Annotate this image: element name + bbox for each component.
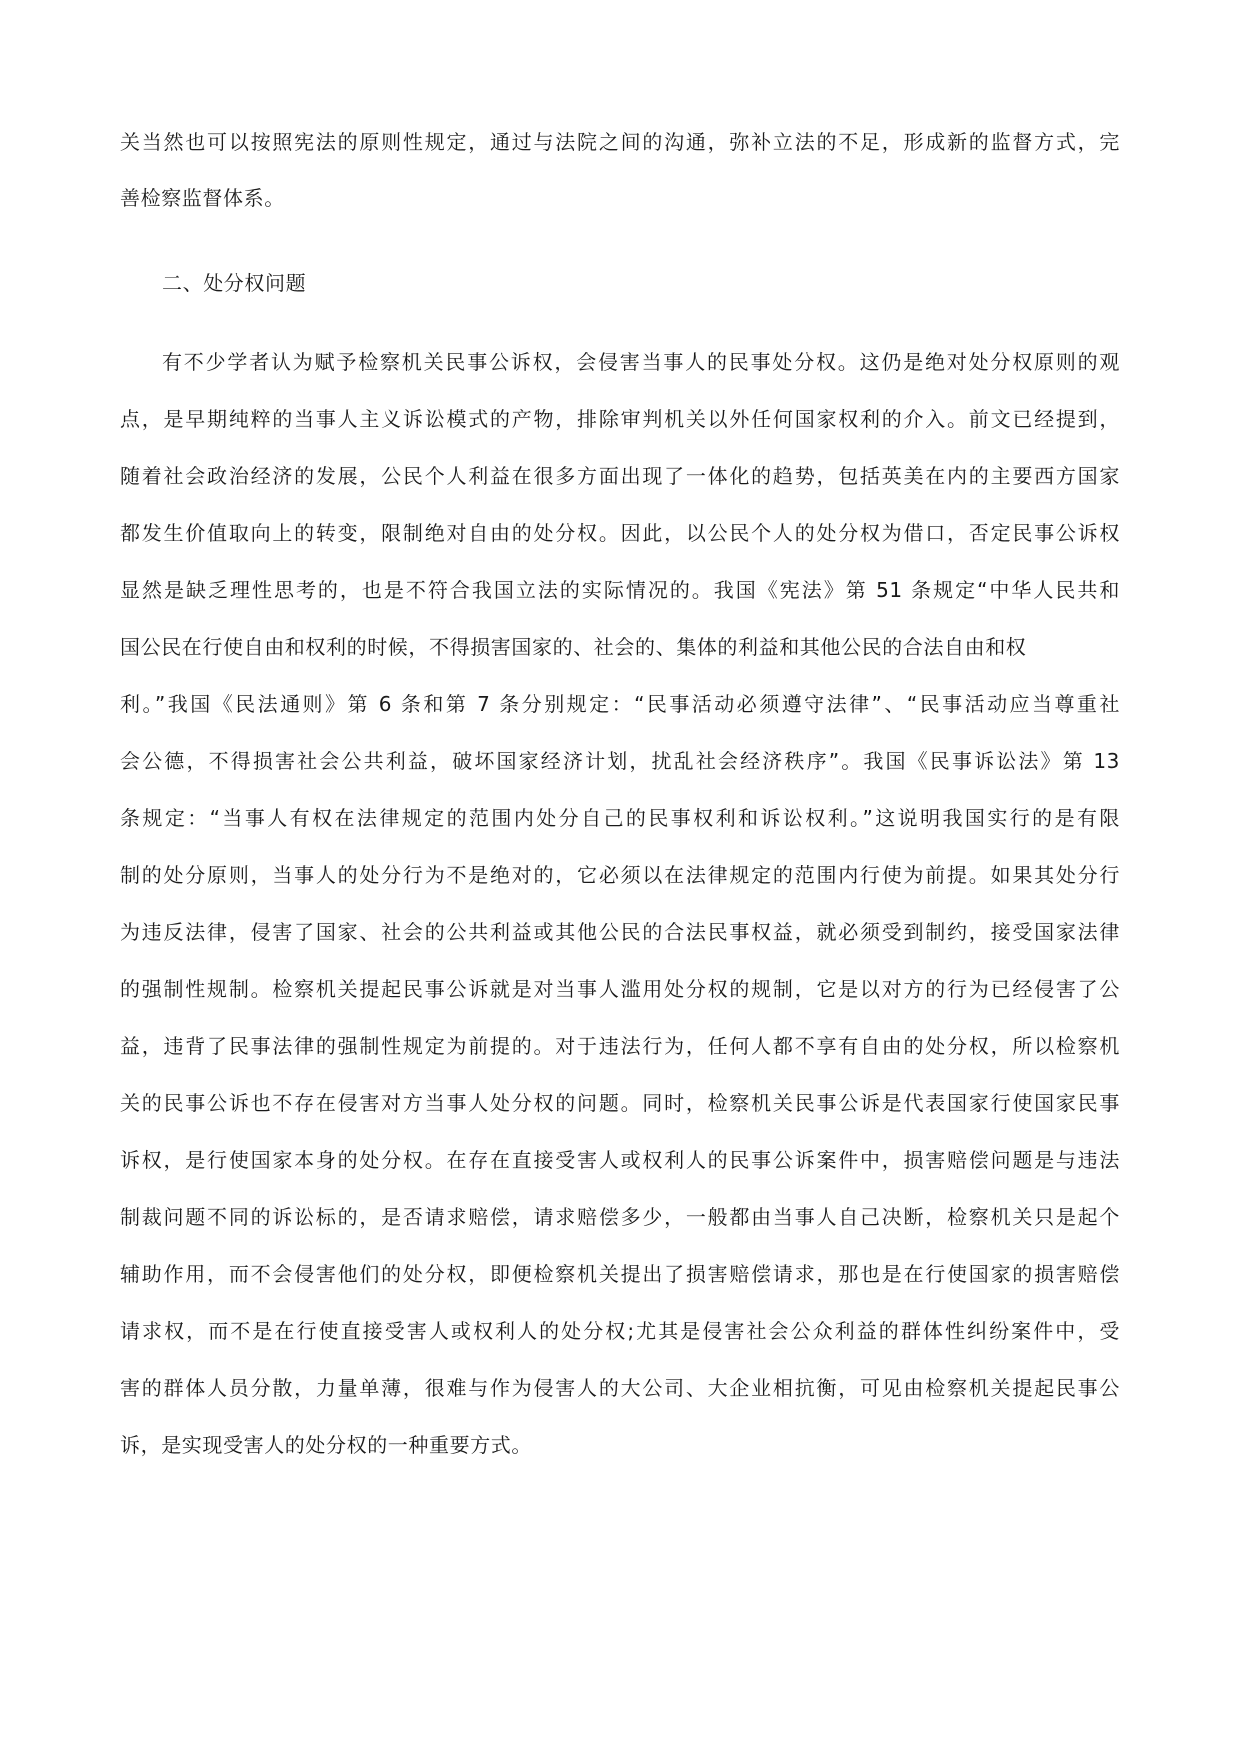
text-line: 关当然也可以按照宪法的原则性规定，通过与法院之间的沟通，弥补立法的不足，形成新的监督方式，完 <box>120 130 1120 154</box>
text-line: 益，违背了民事法律的强制性规定为前提的。对于违法行为，任何人都不享有自由的处分权，所以检察机 <box>120 1034 1120 1058</box>
text-line: 为违反法律，侵害了国家、社会的公共利益或其他公民的合法民事权益，就必须受到制约，接受国家法律 <box>120 920 1120 944</box>
text-line: 诉权，是行使国家本身的处分权。在存在直接受害人或权利人的民事公诉案件中，损害赔偿问题是与违法 <box>120 1148 1120 1172</box>
text-line: 点，是早期纯粹的当事人主义诉讼模式的产物，排除审判机关以外任何国家权利的介入。前文已经提到， <box>120 407 1120 431</box>
text-line: 制的处分原则，当事人的处分行为不是绝对的，它必须以在法律规定的范围内行使为前提。如果其处分行 <box>120 863 1120 887</box>
text-line: 会公德，不得损害社会公共利益，破坏国家经济计划，扰乱社会经济秩序”。我国《民事诉讼法》第 13 <box>120 749 1120 773</box>
text-line: 善检察监督体系。 <box>120 186 285 210</box>
text-line: 辅助作用，而不会侵害他们的处分权，即便检察机关提出了损害赔偿请求，那也是在行使国家的损害赔偿 <box>120 1262 1120 1286</box>
text-line: 都发生价值取向上的转变，限制绝对自由的处分权。因此，以公民个人的处分权为借口，否定民事公诉权 <box>120 521 1120 545</box>
text-line: 制裁问题不同的诉讼标的，是否请求赔偿，请求赔偿多少，一般都由当事人自己决断，检察机关只是起个 <box>120 1205 1120 1229</box>
text-line: 的强制性规制。检察机关提起民事公诉就是对当事人滥用处分权的规制，它是以对方的行为已经侵害了公 <box>120 977 1120 1001</box>
text-line: 国公民在行使自由和权利的时候，不得损害国家的、社会的、集体的利益和其他公民的合法自由和权 <box>120 635 1027 659</box>
text-line: 害的群体人员分散，力量单薄，很难与作为侵害人的大公司、大企业相抗衡，可见由检察机关提起民事公 <box>120 1376 1120 1400</box>
text-line: 关的民事公诉也不存在侵害对方当事人处分权的问题。同时，检察机关民事公诉是代表国家行使国家民事 <box>120 1091 1120 1115</box>
text-line: 条规定：“当事人有权在法律规定的范围内处分自己的民事权利和诉讼权利。”这说明我国实行的是有限 <box>120 806 1120 830</box>
text-line: 利。”我国《民法通则》第 6 条和第 7 条分别规定：“民事活动必须遵守法律”、“民事活动应当尊重社 <box>120 692 1120 716</box>
text-line: 有不少学者认为赋予检察机关民事公诉权，会侵害当事人的民事处分权。这仍是绝对处分权原则的观 <box>162 350 1120 374</box>
text-line: 显然是缺乏理性思考的，也是不符合我国立法的实际情况的。我国《宪法》第 51 条规定“中华人民共和 <box>120 578 1120 602</box>
section-heading: 二、处分权问题 <box>162 271 307 295</box>
text-line: 随着社会政治经济的发展，公民个人利益在很多方面出现了一体化的趋势，包括英美在内的主要西方国家 <box>120 464 1120 488</box>
text-line: 诉，是实现受害人的处分权的一种重要方式。 <box>120 1433 532 1457</box>
text-line: 请求权，而不是在行使直接受害人或权利人的处分权;尤其是侵害社会公众利益的群体性纠纷案件中，受 <box>120 1319 1120 1343</box>
